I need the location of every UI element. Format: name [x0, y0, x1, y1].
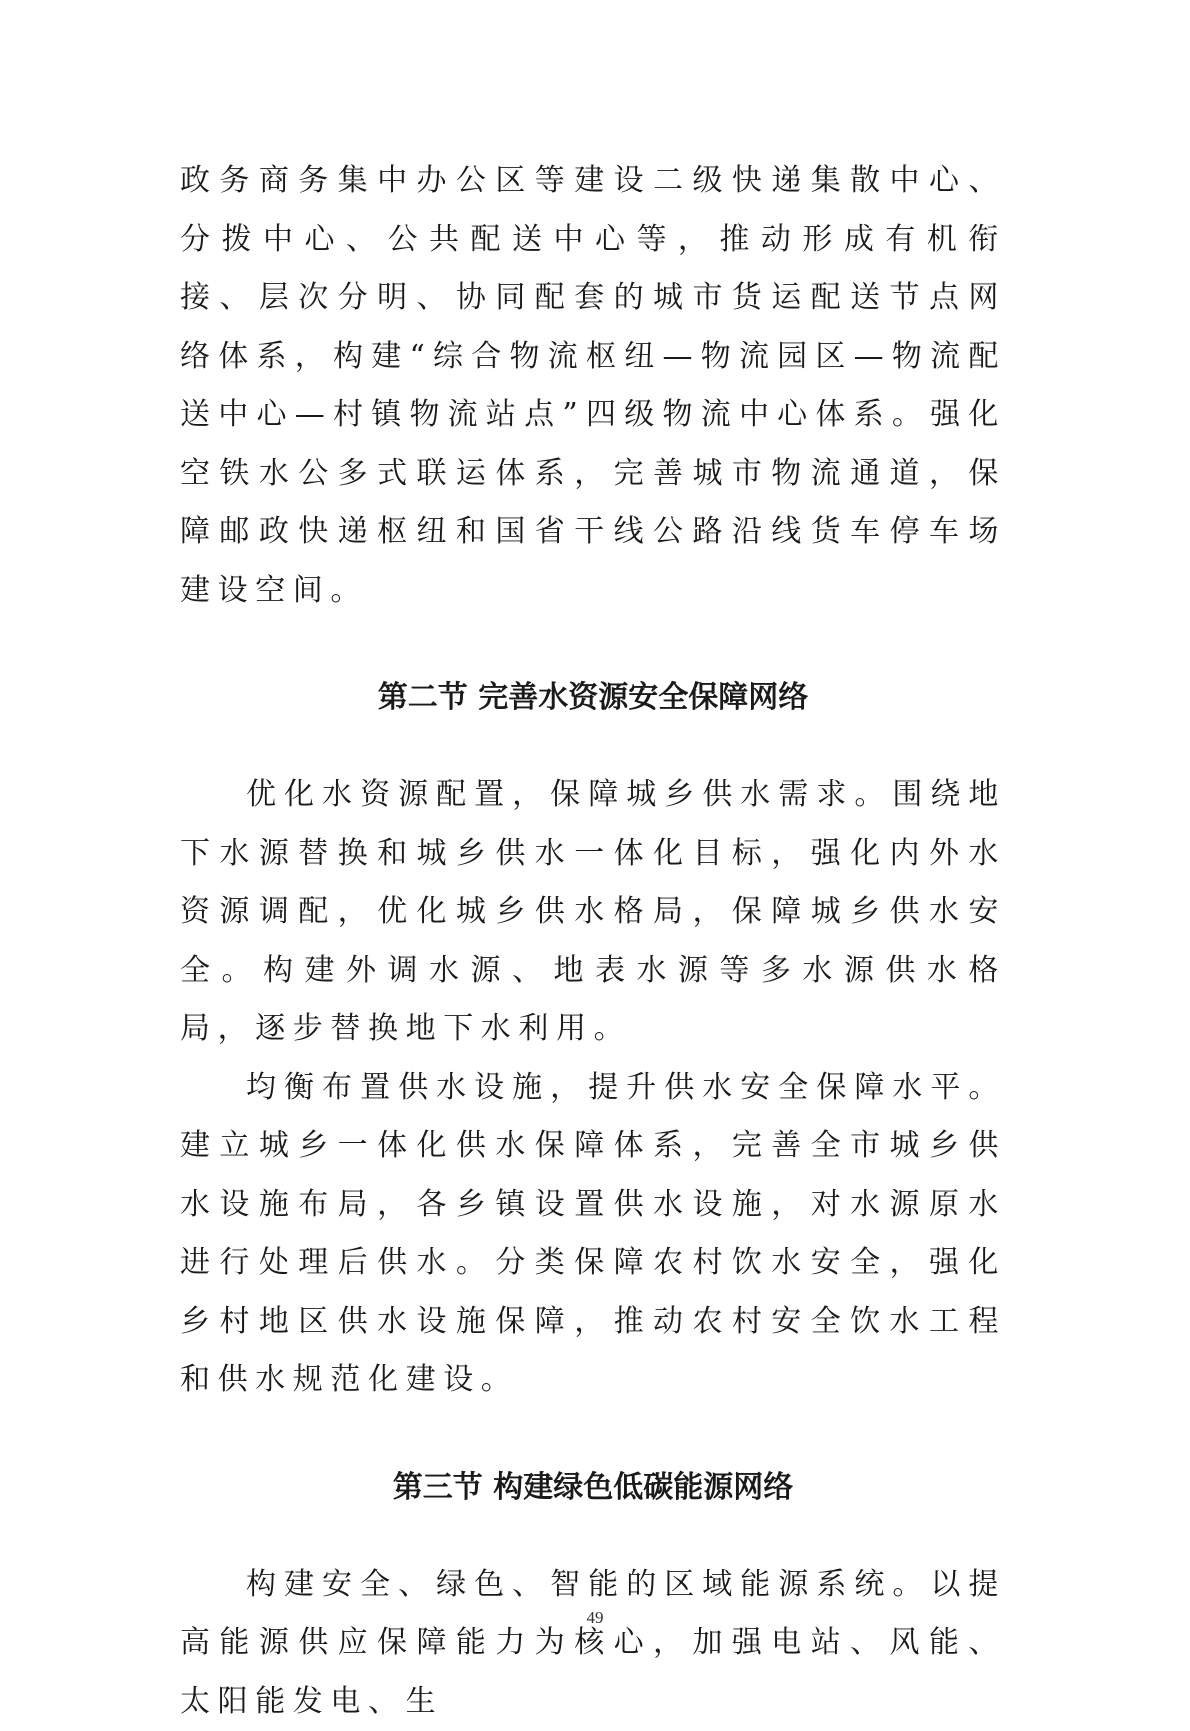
- body-paragraph-continued: 政务商务集中办公区等建设二级快递集散中心、分拨中心、公共配送中心等，推动形成有机衔接、层次分明、协同配套的城市货运配送节点网络体系，构建“综合物流枢纽—物流园区—物流配送中心—村镇物流站点”四级物流中心体系。强化空铁水公多式联运体系，完善城市物流通道，保障邮政快递枢纽和国省干线公路沿线货车停车场建设空间。: [180, 152, 1006, 620]
- page-number: 49: [0, 1608, 1190, 1628]
- body-paragraph-water-facilities: 均衡布置供水设施，提升供水安全保障水平。建立城乡一体化供水保障体系，完善全市城乡供水设施布局，各乡镇设置供水设施，对水源原水进行处理后供水。分类保障农村饮水安全，强化乡村地区供水设施保障，推动农村安全饮水工程和供水规范化建设。: [180, 1059, 1006, 1410]
- body-paragraph-water-allocation: 优化水资源配置，保障城乡供水需求。围绕地下水源替换和城乡供水一体化目标，强化内外水资源调配，优化城乡供水格局，保障城乡供水安全。构建外调水源、地表水源等多水源供水格局，逐步替换地下水利用。: [180, 766, 1006, 1059]
- section-heading-3: 第三节 构建绿色低碳能源网络: [180, 1468, 1006, 1508]
- page-content: [180, 152, 1006, 1731]
- body-paragraph-energy-system: 构建安全、绿色、智能的区域能源系统。以提高能源供应保障能力为核心，加强电站、风能、太阳能发电、生: [180, 1556, 1006, 1731]
- section-heading-2: 第二节 完善水资源安全保障网络: [180, 678, 1006, 718]
